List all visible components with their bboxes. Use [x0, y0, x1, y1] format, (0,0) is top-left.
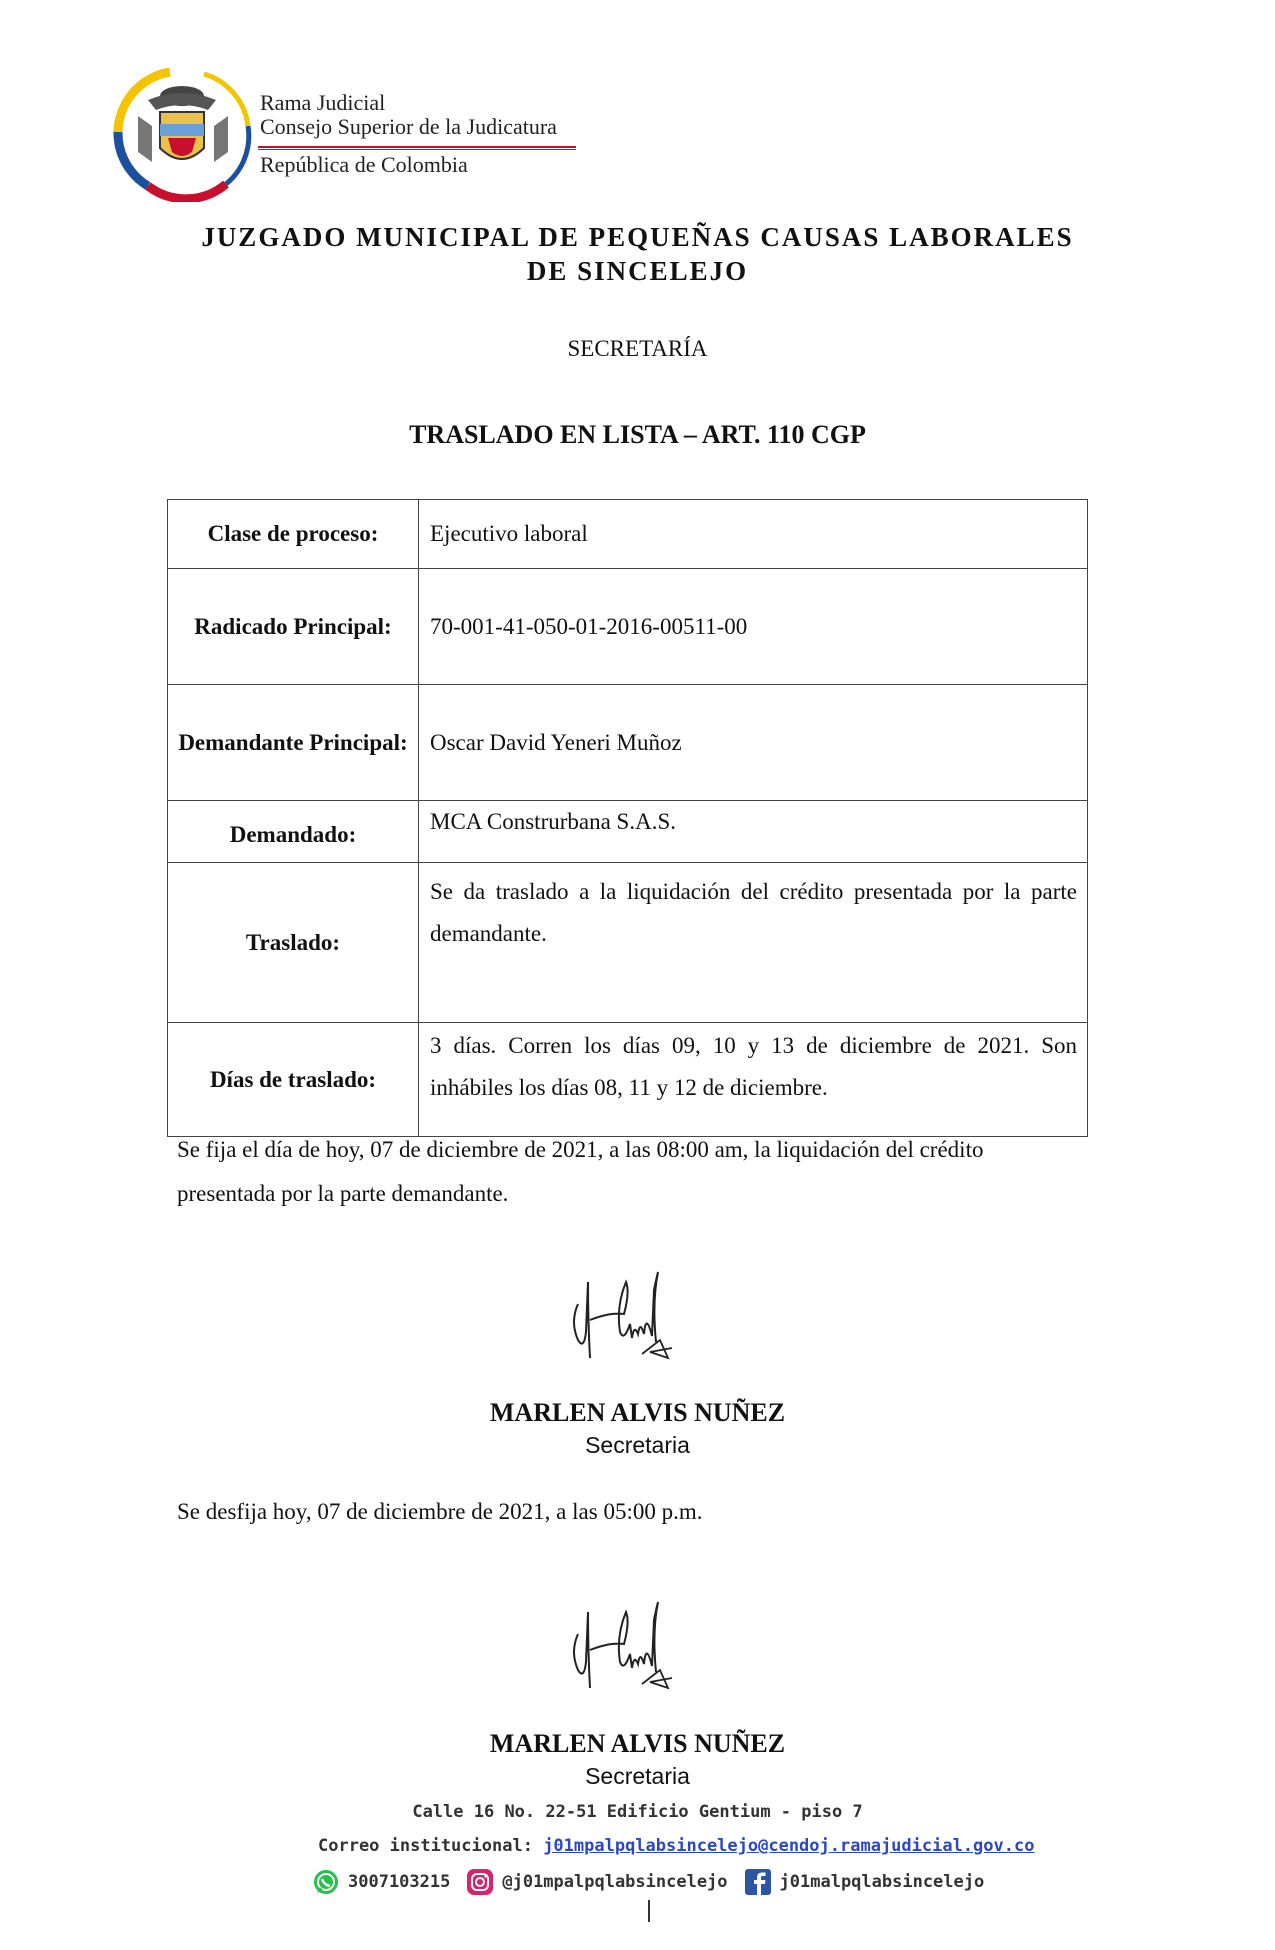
instagram-icon — [466, 1868, 494, 1896]
org-council-line: Consejo Superior de la Judicatura — [260, 114, 557, 139]
instagram-handle: @j01mpalpqlabsincelejo — [502, 1872, 728, 1892]
whatsapp-number: 3007103215 — [348, 1872, 451, 1892]
footer-email-line — [318, 1836, 1034, 1856]
header-divider — [258, 146, 576, 148]
table-label: Días de traslado: — [168, 1023, 419, 1137]
table-value: Oscar David Yeneri Muñoz — [419, 685, 1088, 801]
section-heading: SECRETARÍA — [567, 336, 708, 361]
page-mark — [648, 1900, 650, 1922]
table-label: Traslado: — [168, 863, 419, 1023]
table-label: Demandado: — [168, 801, 419, 863]
table-row — [168, 863, 1088, 1023]
signer-name: MARLEN ALVIS NUÑEZ — [489, 1398, 786, 1427]
signer-role: Secretaria — [585, 1432, 690, 1458]
facebook-handle: j01malpqlabsincelejo — [779, 1872, 985, 1892]
table-label: Demandante Principal: — [168, 685, 419, 801]
org-name-line: Rama Judicial — [260, 90, 386, 115]
signer-role: Secretaria — [585, 1763, 690, 1789]
table-label: Clase de proceso: — [168, 500, 419, 569]
signature-image — [560, 1262, 710, 1372]
table-value: 3 días. Corren los días 09, 10 y 13 de diciembre de 2021. Son inhábiles los días 08, 11 y 12 de diciembre. — [419, 1023, 1088, 1137]
org-country-line: República de Colombia — [260, 152, 468, 177]
header-divider — [258, 149, 576, 150]
table-value: Se da traslado a la liquidación del crédito presentada por la parte demandante. — [419, 863, 1088, 1023]
email-link[interactable]: j01mpalpqlabsincelejo@cendoj.ramajudicial.gov.co — [543, 1836, 1035, 1856]
fixing-notice: Se fija el día de hoy, 07 de diciembre de 2021, a las 08:00 am, la liquidación del crédito presentada por la parte demandante. — [177, 1137, 984, 1206]
footer-social-line — [312, 1868, 984, 1896]
table-value: MCA Construrbana S.A.S. — [419, 801, 1088, 863]
table-value: Ejecutivo laboral — [419, 500, 1088, 569]
unfixing-notice: Se desfija hoy, 07 de diciembre de 2021, a las 05:00 p.m. — [177, 1499, 703, 1524]
signature-image — [560, 1592, 710, 1702]
table-row — [168, 569, 1088, 685]
facebook-icon — [744, 1868, 772, 1896]
email-label: Correo institucional: — [318, 1836, 533, 1856]
footer-address: Calle 16 No. 22-51 Edificio Gentium - piso 7 — [412, 1802, 863, 1822]
table-row — [168, 801, 1088, 863]
table-value: 70-001-41-050-01-2016-00511-00 — [419, 569, 1088, 685]
court-name-line1: JUZGADO MUNICIPAL DE PEQUEÑAS CAUSAS LABORALES — [201, 222, 1074, 252]
whatsapp-icon — [312, 1868, 340, 1896]
table-row — [168, 1023, 1088, 1137]
court-name-line2: DE SINCELEJO — [526, 256, 749, 286]
table-label: Radicado Principal: — [168, 569, 419, 685]
case-info-table — [167, 499, 1088, 1137]
colombia-coat-of-arms-icon — [108, 66, 258, 202]
table-row — [168, 685, 1088, 801]
table-row — [168, 500, 1088, 569]
document-title: TRASLADO EN LISTA – ART. 110 CGP — [409, 420, 866, 449]
signer-name: MARLEN ALVIS NUÑEZ — [489, 1729, 786, 1758]
